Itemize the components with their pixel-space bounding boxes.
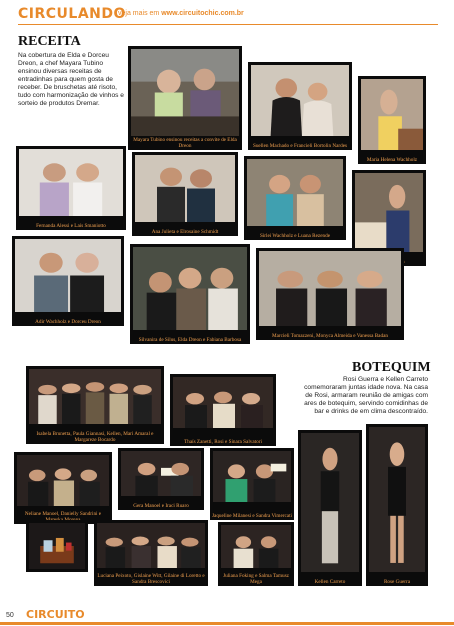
caption-adir: Adir Wachholz e Dorceu Dreon — [35, 319, 101, 325]
photo-maria-image — [361, 79, 423, 150]
caption-ana: Ana Julieta e Elrosaine Schmidt — [151, 229, 219, 235]
photo-jaqueline[interactable] — [210, 448, 294, 520]
photo-luciana-image — [97, 523, 205, 568]
receita-text: Na cobertura de Elda e Dorceu Dreon, a chef Mayara Tubino ensinou diversas receitas de entradinhas para quem gosta de receber. De bruschetas até risoto, tudo com harmonização de vinhos e sorteio de produtos Dremar. — [18, 52, 124, 107]
photo-silvanira-image — [133, 247, 247, 330]
photo-fernanda-image — [19, 149, 123, 216]
caption-isabela: Isabela Brunetta, Paula Giannasi, Kellen, Mari Amaral e Margareze Bocardo — [36, 431, 154, 443]
photo-thais-image — [173, 377, 273, 428]
botequim-title: BOTEQUIM — [352, 360, 431, 375]
photo-rose-image — [369, 427, 425, 572]
caption-kellen: Kellen Carreto — [314, 579, 346, 585]
photo-neliane[interactable] — [14, 452, 112, 524]
page-number: 50 — [6, 612, 14, 619]
caption-thais: Thaís Zanetti, Rosi e Sinara Salvatori — [184, 439, 262, 445]
caption-luciana: Luciana Peixoto, Gislaine Witt, Gilaine di Loretto e Sandra Brescovici — [97, 573, 205, 585]
section-brand: CIRCULANDO — [18, 6, 126, 22]
photo-thais[interactable] — [170, 374, 276, 446]
photo-gera[interactable] — [118, 448, 204, 510]
photo-silvanira[interactable] — [130, 244, 250, 344]
photo-maria[interactable] — [358, 76, 426, 164]
photo-kellen-image — [301, 433, 359, 572]
caption-gera: Gera Manoel e Iraci Ruaro — [133, 503, 189, 509]
photo-jaqueline-image — [213, 451, 291, 502]
photo-isabela[interactable] — [26, 366, 164, 444]
photo-mayara[interactable] — [128, 46, 242, 150]
caption-mayara: Mayara Tubino ensinou receitas a convite de Elda Dreon — [133, 137, 237, 149]
caption-sirlei: Sirlei Wachholz e Luana Rezende — [259, 233, 331, 239]
caption-suellen: Suellen Machado e Francieli Bortolin Nardes — [252, 143, 348, 149]
photo-gera-image — [121, 451, 201, 496]
caption-maria: Maria Helena Wachholz — [366, 157, 418, 163]
photo-sirlei[interactable] — [244, 156, 346, 240]
header-rule — [18, 24, 438, 25]
photo-juliana-image — [221, 525, 291, 568]
photo-juliana[interactable] — [218, 522, 294, 586]
photo-isabela-image — [29, 369, 161, 424]
photo-rose[interactable] — [366, 424, 428, 586]
caption-fernanda: Fernanda Alessi e Laís Smaniotto — [36, 223, 106, 229]
photo-ana-image — [135, 155, 235, 222]
photo-sirlei-image — [247, 159, 343, 226]
photo-adir-image — [15, 239, 121, 312]
caption-juliana: Juliana Foking e Salma Tamusz Mega — [223, 573, 289, 585]
caption-jaqueline: Jaqueline Milanesi e Sandra Vimercati — [212, 513, 292, 519]
photo-luciana[interactable] — [94, 520, 208, 586]
caption-neliane: Neliane Manoel, Danielly Sandrini e — [24, 511, 102, 517]
photo-mayara-image — [131, 49, 239, 136]
footer-logo: CIRCUITO — [26, 608, 85, 621]
photo-kellen[interactable] — [298, 430, 362, 586]
footer-rule — [0, 622, 454, 625]
photo-neliane-image — [17, 455, 109, 506]
photo-marcieli[interactable] — [256, 248, 404, 340]
photo-ana[interactable] — [132, 152, 238, 236]
photo-fernanda[interactable] — [16, 146, 126, 230]
caption-silvanira: Silvanira de Silus, Elda Dreon e Fabiana Barbosa — [138, 337, 242, 343]
caption-rose: Rose Guerra — [383, 579, 411, 585]
photo-marcieli-image — [259, 251, 401, 326]
receita-title: RECEITA — [18, 34, 81, 49]
photo-drink-image — [29, 523, 85, 569]
section-header — [18, 6, 438, 28]
photo-leandra-image — [355, 173, 423, 252]
photo-suellen-image — [251, 65, 349, 136]
botequim-text: Rosi Guerra e Kellen Carreto comemoraram juntas idade nova. Na casa de Rosi, armaram reunião de amigas com ares de botequim, servindo comidinhas de bar e drinks de em clima descontraído. — [304, 376, 428, 415]
page-footer — [0, 606, 454, 626]
site-link[interactable]: veja mais em www.circuitochic.com.br — [118, 10, 244, 17]
photo-adir[interactable] — [12, 236, 124, 326]
photo-suellen[interactable] — [248, 62, 352, 150]
caption-marcieli: Marcieli Tomazzeni, Monyca Almeida e Vanessa Badan — [272, 333, 388, 339]
photo-drink[interactable] — [26, 520, 88, 572]
